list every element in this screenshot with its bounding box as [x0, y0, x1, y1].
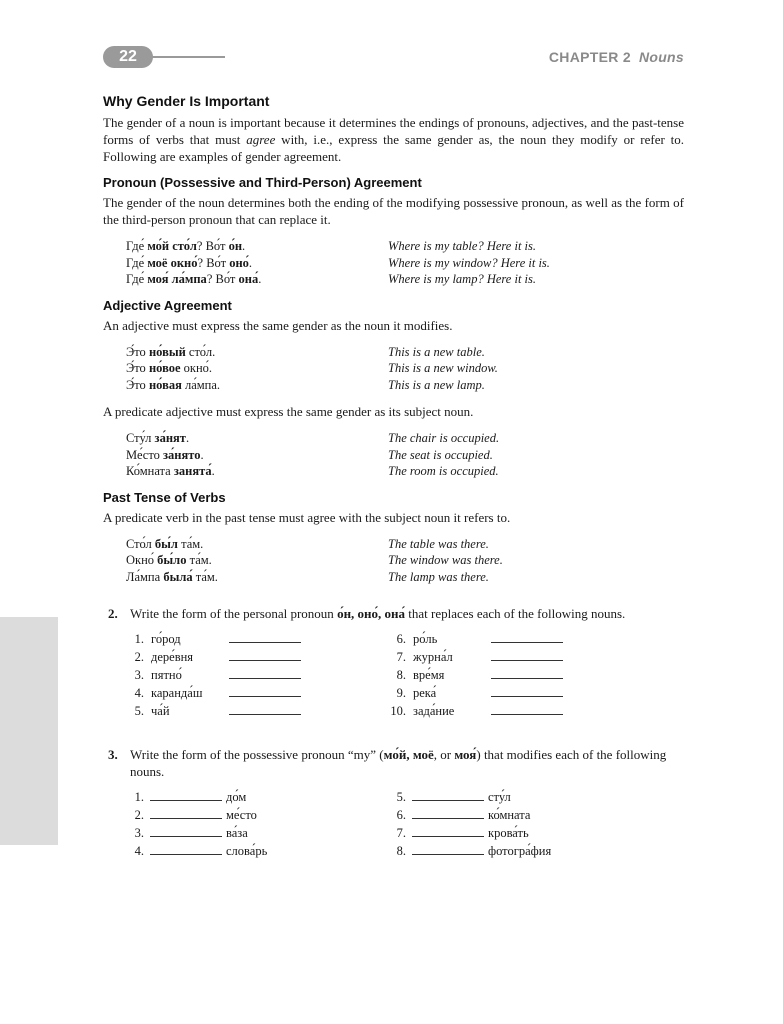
adjective-text-2: A predicate adjective must express the same gender as its subject noun.: [103, 404, 474, 419]
list-item: 1. го́род: [121, 630, 383, 648]
section-title-past: Past Tense of Verbs: [103, 489, 226, 505]
past-section: [103, 490, 684, 586]
side-tab: [0, 617, 58, 845]
header-rule: [150, 56, 225, 58]
answer-blank[interactable]: [229, 684, 301, 697]
example-row: Ко́мната занята́. The room is occupied.: [126, 464, 499, 478]
exercise-number: 3.: [108, 747, 118, 762]
section-title-adjective: Adjective Agreement: [103, 297, 232, 313]
answer-blank[interactable]: [150, 824, 222, 837]
answer-blank[interactable]: [412, 824, 484, 837]
example-row: Э́то но́вая ла́мпа. This is a new lamp.: [126, 377, 485, 392]
example-row: Где́ моя́ ла́мпа? Во́т она́. Where is my lamp? Here it is.: [126, 272, 537, 286]
example-row: Сту́л за́нят. The chair is occupied.: [126, 431, 500, 445]
pronoun-examples: [126, 238, 684, 288]
list-item: 7. журна́л: [383, 648, 645, 666]
list-item: 3. пятно́: [121, 666, 383, 684]
answer-blank[interactable]: [491, 702, 563, 715]
list-item: 6. ро́ль: [383, 630, 645, 648]
answer-blank[interactable]: [412, 788, 484, 801]
answer-blank[interactable]: [150, 806, 222, 819]
answer-blank[interactable]: [150, 788, 222, 801]
pronoun-text: The gender of the noun determines both the ending of the modifying possessive pronoun, as well as the form of the third-person pronoun that can replace it.: [103, 195, 684, 227]
example-row: Ла́мпа была́ та́м. The lamp was there.: [126, 569, 489, 584]
example-row: Э́то но́вое окно́. This is a new window.: [126, 361, 498, 375]
section-title-why: Why Gender Is Important: [103, 93, 270, 109]
answer-blank[interactable]: [229, 648, 301, 661]
answer-blank[interactable]: [491, 666, 563, 679]
answer-blank[interactable]: [412, 842, 484, 855]
page-number: 22: [103, 46, 153, 68]
past-examples: [126, 536, 684, 586]
exercise-2-items: [121, 630, 684, 720]
answer-blank[interactable]: [491, 630, 563, 643]
answer-blank[interactable]: [412, 806, 484, 819]
chapter-header: [549, 49, 684, 65]
list-item: 4. слова́рь: [134, 844, 268, 858]
answer-blank[interactable]: [491, 684, 563, 697]
list-item: 5. ча́й: [121, 702, 383, 720]
answer-blank[interactable]: [229, 702, 301, 715]
chapter-label: CHAPTER 2: [548, 49, 631, 65]
page-content: [103, 93, 684, 860]
adjective-examples: [126, 344, 684, 394]
list-item: 2. дере́вня: [121, 648, 383, 666]
list-item: 9. река́: [383, 684, 645, 702]
exercise-3-items: [121, 788, 684, 860]
list-item: 5. сту́л: [396, 790, 511, 804]
example-row: Окно́ бы́ло та́м. The window was there.: [126, 553, 503, 567]
chapter-title: Nouns: [638, 49, 684, 65]
exercise-3: [103, 746, 684, 860]
exercise-prompt: Write the form of the personal pronoun о́н, оно́, она́ that replaces each of the following nouns.: [130, 606, 626, 621]
answer-blank[interactable]: [491, 648, 563, 661]
why-text: The gender of a noun is important because it determines the endings of pronouns, adjectives, and the past-tense forms of verbs that must agree with, i.e., express the same gender as, the noun they modify or refer to. Following are examples of gender agreement.: [103, 115, 684, 164]
exercise-prompt: Write the form of the possessive pronoun “my” (мо́й, моё, or моя́) that modifies each of the following nouns.: [130, 747, 667, 779]
answer-blank[interactable]: [229, 630, 301, 643]
example-row: Ме́сто за́нято. The seat is occupied.: [126, 447, 493, 462]
adjective-section: [103, 298, 684, 480]
exercise-2: [103, 605, 684, 720]
predicate-examples: [126, 430, 684, 480]
list-item: 4. каранда́ш: [121, 684, 383, 702]
example-row: Где́ мо́й сто́л? Во́т о́н. Where is my table? Here it is.: [126, 239, 536, 253]
section-title-pronoun: Pronoun (Possessive and Third-Person) Agreement: [103, 175, 422, 190]
list-item: 3. ва́за: [134, 826, 248, 840]
list-item: 2. ме́сто: [134, 808, 257, 822]
example-row: Сто́л бы́л та́м. The table was there.: [126, 536, 489, 551]
adjective-text: An adjective must express the same gender as the noun it modifies.: [103, 317, 453, 333]
list-item: 8. вре́мя: [383, 666, 645, 684]
list-item: 8. фотогра́фия: [396, 844, 552, 858]
list-item: 6. ко́мната: [396, 808, 531, 822]
exercise-number: 2.: [108, 606, 118, 621]
example-row: Э́то но́вый сто́л. This is a new table.: [126, 344, 485, 359]
answer-blank[interactable]: [150, 842, 222, 855]
list-item: 10. зада́ние: [383, 702, 645, 720]
pronoun-section: [103, 175, 684, 288]
list-item: 7. крова́ть: [396, 826, 529, 840]
answer-blank[interactable]: [229, 666, 301, 679]
example-row: Где́ моё окно́? Во́т оно́. Where is my window? Here it is.: [126, 255, 550, 270]
list-item: 1. до́м: [134, 790, 247, 804]
past-text: A predicate verb in the past tense must agree with the subject noun it refers to.: [103, 509, 511, 525]
